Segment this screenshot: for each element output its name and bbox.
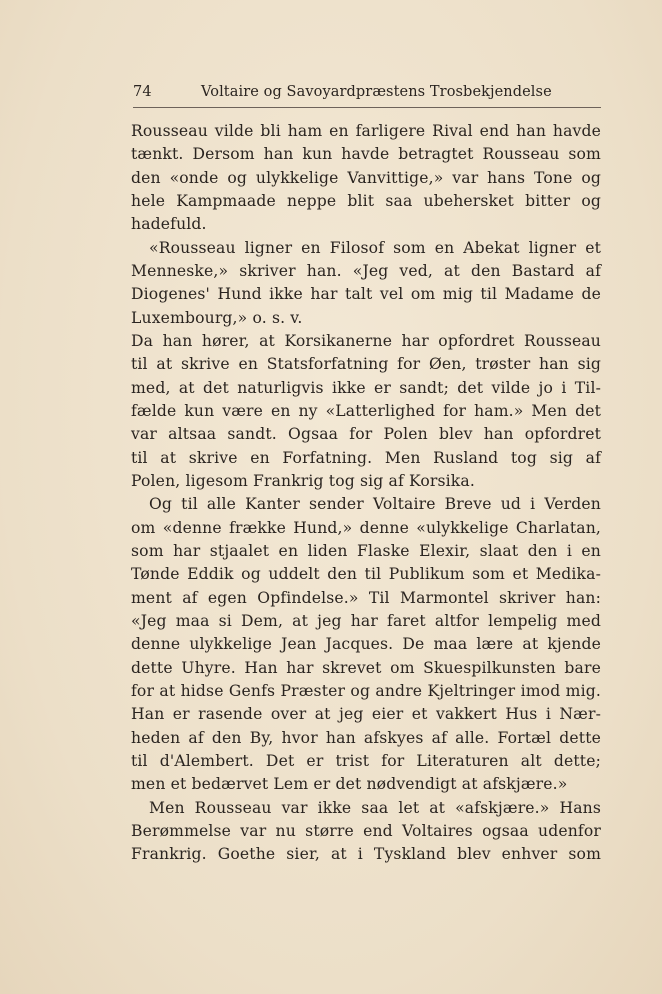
paragraph xyxy=(131,797,601,867)
text-line: om «denne frække Hund,» denne «ulykkelige Charlatan, xyxy=(131,518,601,537)
text-line: hele Kampmaade neppe blit saa ubehersket bitter og xyxy=(131,191,601,210)
text-line: denne ulykkelige Jean Jacques. De maa lære at kjende xyxy=(131,635,601,654)
text-line: Luxembourg,» o. s. v. xyxy=(131,308,303,327)
text-line: Tønde Eddik og uddelt den til Publikum som et Medika- xyxy=(131,565,601,584)
text-line: til at skrive en Statsforfatning for Øen, trøster han sig xyxy=(131,355,601,374)
text-line: ment af egen Opfindelse.» Til Marmontel skriver han: xyxy=(131,588,601,607)
text-line: «Rousseau ligner en Filosof som en Abekat ligner et xyxy=(149,238,601,257)
text-line: for at hidse Genfs Præster og andre Kjeltringer imod mig. xyxy=(131,681,601,700)
text-line: Han er rasende over at jeg eier et vakkert Hus i Nær- xyxy=(131,705,601,724)
text-line: til d'Alembert. Det er trist for Literaturen alt dette; xyxy=(131,751,601,770)
text-line: var altsaa sandt. Ogsaa for Polen blev han opfordret xyxy=(131,425,601,444)
page-number: 74 xyxy=(133,84,152,100)
text-line: Og til alle Kanter sender Voltaire Breve ud i Verden xyxy=(149,495,601,514)
text-line: med, at det naturligvis ikke er sandt; det vilde jo i Til- xyxy=(131,378,601,397)
text-line: dette Uhyre. Han har skrevet om Skuespilkunsten bare xyxy=(131,658,601,677)
paragraph xyxy=(131,493,601,796)
text-line: Berømmelse var nu større end Voltaires ogsaa udenfor xyxy=(131,821,601,840)
text-line: som har stjaalet en liden Flaske Elexir, slaat den i en xyxy=(131,541,601,560)
text-line: fælde kun være en ny «Latterlighed for ham.» Men det xyxy=(131,401,601,420)
body-text xyxy=(131,120,601,867)
text-line: heden af den By, hvor han afskyes af alle. Fortæl dette xyxy=(131,728,601,747)
text-line: Diogenes' Hund ikke har talt vel om mig til Madame de xyxy=(131,285,601,304)
text-line: tænkt. Dersom han kun havde betragtet Rousseau som xyxy=(131,145,601,164)
text-line: den «onde og ulykkelige Vanvittige,» var hans Tone og xyxy=(131,168,601,187)
running-header xyxy=(133,84,601,106)
text-line: Polen, ligesom Frankrig tog sig af Korsika. xyxy=(131,471,475,490)
text-line: Da han hører, at Korsikanerne har opfordret Rousseau xyxy=(131,331,601,350)
text-line: hadefuld. xyxy=(131,215,207,234)
text-line: men et bedærvet Lem er det nødvendigt at afskjære.» xyxy=(131,775,568,794)
text-line: Frankrig. Goethe sier, at i Tyskland blev enhver som xyxy=(131,845,601,864)
running-title: Voltaire og Savoyardpræstens Trosbekjendelse xyxy=(201,84,552,100)
text-line: Men Rousseau var ikke saa let at «afskjære.» Hans xyxy=(149,798,601,817)
paragraph xyxy=(131,330,601,493)
text-line: Rousseau vilde bli ham en farligere Rival end han havde xyxy=(131,122,601,140)
header-rule xyxy=(133,107,601,108)
text-line: til at skrive en Forfatning. Men Rusland tog sig af xyxy=(131,448,601,467)
paragraph xyxy=(131,120,601,237)
text-line: Menneske,» skriver han. «Jeg ved, at den Bastard af xyxy=(131,261,601,280)
paragraph xyxy=(131,237,601,330)
text-line: «Jeg maa si Dem, at jeg har faret altfor lempelig med xyxy=(131,611,601,630)
